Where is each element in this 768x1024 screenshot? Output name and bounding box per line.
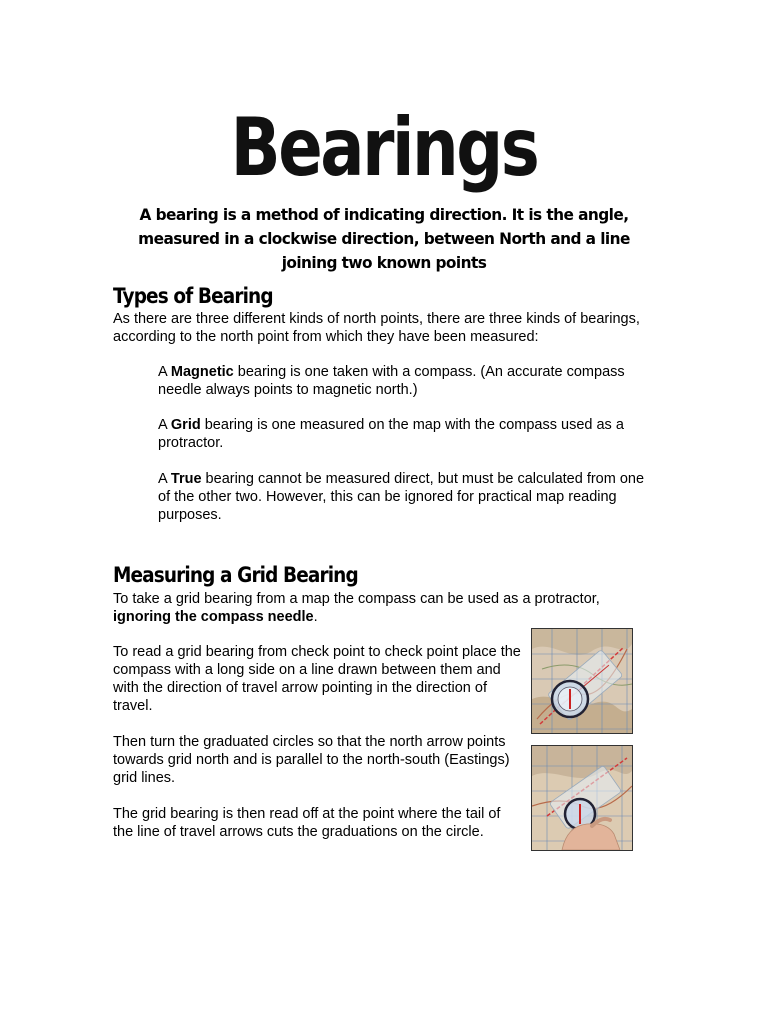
- measuring-intro-text: To take a grid bearing from a map the compass can be used as a protractor,: [113, 591, 600, 607]
- grid-bearing-text: [158, 416, 658, 452]
- magnetic-bearing-text: [158, 363, 658, 399]
- grid-term: Grid: [170, 417, 201, 433]
- magnetic-post: bearing is one taken with a compass. (An accurate compass needle always points to magnetic north.): [158, 364, 625, 398]
- magnetic-term: Magnetic: [170, 364, 234, 380]
- grid-pre: A: [158, 417, 171, 433]
- true-post: bearing cannot be measured direct, but must be calculated from one of the other two. However, this can be ignored for practical map reading purposes.: [158, 471, 645, 523]
- true-bearing-text: [158, 470, 658, 524]
- types-lead: As there are three different kinds of north points, there are three kinds of bearings, according to the north point from which they have been measured:: [113, 311, 640, 345]
- true-pre: A: [158, 471, 171, 487]
- measuring-step-3: The grid bearing is then read off at the point where the tail of the line of travel arrows cuts the graduations on the circle.: [113, 806, 501, 840]
- compass-on-map-photo: [531, 628, 633, 734]
- measuring-heading: Measuring a Grid Bearing: [113, 563, 358, 587]
- measuring-step-2: Then turn the graduated circles so that the north arrow points towards grid north and is parallel to the north-south (Eastings) grid lines.: [113, 734, 510, 786]
- types-heading: Types of Bearing: [113, 284, 273, 308]
- magnetic-pre: A: [158, 364, 171, 380]
- hand-held-compass-photo: [531, 745, 633, 851]
- intro-definition: A bearing is a method of indicating direction. It is the angle, measured in a clockwise direction, between North and a line joining two known points: [138, 205, 630, 272]
- true-term: True: [170, 471, 202, 487]
- grid-post: bearing is one measured on the map with the compass used as a protractor.: [158, 417, 624, 451]
- measuring-intro-bold: ignoring the compass needle: [113, 609, 314, 625]
- measuring-step-1: To read a grid bearing from check point to check point place the compass with a long side on a line drawn between them and with the direction of travel arrow pointing in the direction of travel.: [113, 644, 521, 714]
- measuring-intro-end: .: [313, 609, 318, 625]
- page-title: Bearings: [230, 101, 538, 194]
- measuring-intro: [113, 590, 653, 626]
